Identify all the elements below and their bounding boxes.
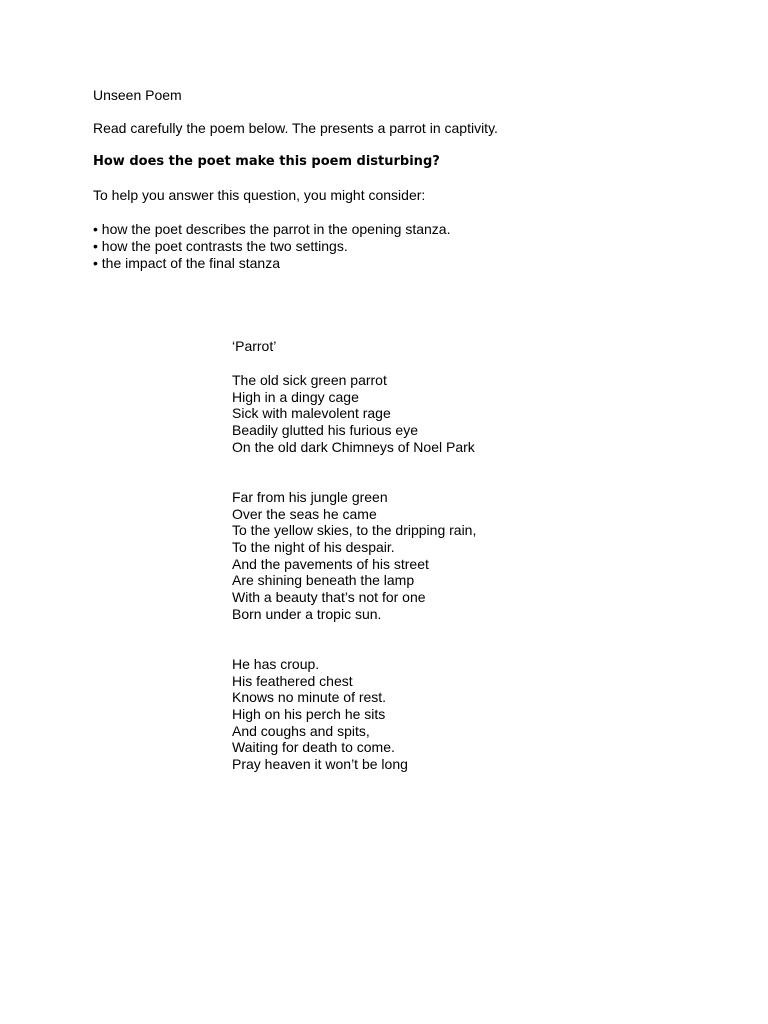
poem-title: ‘Parrot’ bbox=[232, 338, 277, 354]
poem-line: With a beauty that’s not for one bbox=[232, 589, 426, 606]
poem-line: Sick with malevolent rage bbox=[232, 405, 391, 422]
consideration-item: • how the poet contrasts the two settings. bbox=[93, 238, 348, 254]
poem-line: On the old dark Chimneys of Noel Park bbox=[232, 438, 475, 455]
poem-line: To the yellow skies, to the dripping rain, bbox=[232, 522, 477, 539]
consideration-item: • the impact of the final stanza bbox=[93, 255, 281, 271]
instruction-text: Read carefully the poem below. The presents a parrot in captivity. bbox=[93, 120, 498, 136]
poem-line: Over the seas he came bbox=[232, 505, 377, 522]
poem-line: And coughs and spits, bbox=[232, 722, 370, 739]
poem-line: Beadily glutted his furious eye bbox=[232, 422, 418, 439]
poem-line: Born under a tropic sun. bbox=[232, 605, 382, 622]
consideration-item: • how the poet describes the parrot in the opening stanza. bbox=[93, 221, 451, 237]
poem-stanza-2 bbox=[232, 489, 476, 623]
poem-line: He has croup. bbox=[232, 656, 320, 672]
poem-line: The old sick green parrot bbox=[232, 372, 387, 388]
poem-line: Waiting for death to come. bbox=[232, 739, 395, 756]
poem-stanza-3 bbox=[232, 656, 408, 773]
poem-line: And the pavements of his street bbox=[232, 555, 429, 572]
question-text: How does the poet make this poem disturbing? bbox=[93, 154, 440, 169]
poem-line: Far from his jungle green bbox=[232, 489, 388, 505]
poem-line: High on his perch he sits bbox=[232, 706, 386, 723]
poem-line: His feathered chest bbox=[232, 672, 353, 689]
poem-stanza-1 bbox=[232, 372, 475, 455]
poem-line: Pray heaven it won’t be long bbox=[232, 756, 408, 773]
consider-intro-text: To help you answer this question, you might consider: bbox=[93, 187, 426, 203]
consideration-list bbox=[93, 221, 450, 272]
document-heading: Unseen Poem bbox=[93, 87, 182, 103]
poem-line: High in a dingy cage bbox=[232, 388, 359, 405]
poem-line: Are shining beneath the lamp bbox=[232, 572, 415, 589]
poem-line: Knows no minute of rest. bbox=[232, 689, 387, 706]
poem-line: To the night of his despair. bbox=[232, 539, 395, 556]
